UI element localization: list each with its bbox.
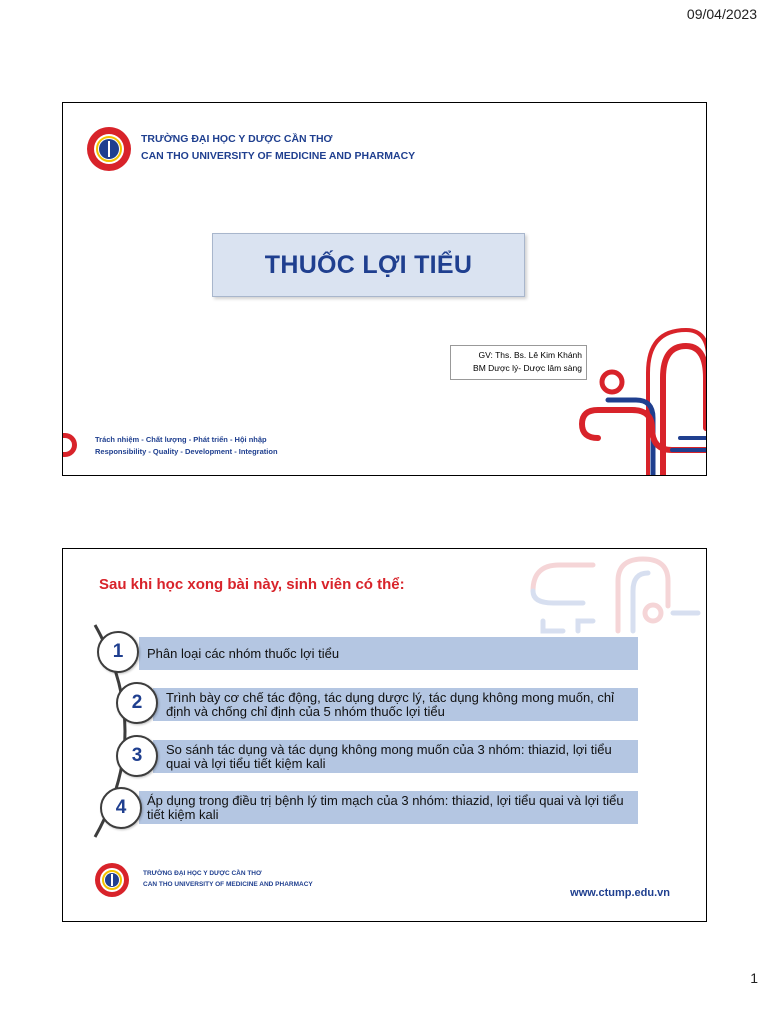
objective-number-4: 4 (100, 787, 142, 829)
author-box (450, 345, 587, 380)
objective-bar-4 (139, 791, 638, 824)
objectives-heading: Sau khi học xong bài này, sinh viên có thể: (99, 576, 405, 593)
objective-bar-1 (139, 637, 638, 670)
author-name: GV: Ths. Bs. Lê Kim Khánh (478, 350, 582, 360)
motto-mark-icon (62, 433, 77, 457)
motto-vn: Trách nhiệm - Chất lượng - Phát triển - Hội nhập (95, 435, 267, 444)
decorative-tubes-faded-graphic (523, 551, 703, 646)
slide-objectives (62, 548, 707, 922)
university-name-en: CAN THO UNIVERSITY OF MEDICINE AND PHARMACY (141, 150, 416, 162)
slide-title (62, 102, 707, 476)
university-name-vn: TRƯỜNG ĐẠI HỌC Y DƯỢC CẦN THƠ (141, 133, 333, 145)
objective-bar-3 (153, 740, 638, 773)
objective-number-3: 3 (116, 735, 158, 777)
objective-text-1: Phân loại các nhóm thuốc lợi tiểu (147, 645, 340, 661)
objective-number-2: 2 (116, 682, 158, 724)
university-logo-small-icon (95, 863, 129, 897)
footer-university-name-vn: TRƯỜNG ĐẠI HỌC Y DƯỢC CẦN THƠ (143, 870, 262, 877)
decorative-tubes-graphic (568, 318, 707, 476)
page-date: 09/04/2023 (686, 6, 757, 22)
title-box (212, 233, 525, 297)
objective-bar-2 (153, 688, 638, 721)
objective-text-2: Trình bày cơ chế tác động, tác dụng dược lý, tác dụng không mong muốn, chỉ định và chống chỉ định của 5 nhóm thuốc lợi tiểu (166, 689, 615, 719)
objective-text-3: So sánh tác dụng và tác dụng không mong muốn của 3 nhóm: thiazid, lợi tiểu quai và lợi tiểu tiết kiệm kali (166, 741, 612, 771)
university-logo-icon (87, 127, 131, 171)
slide-title-text: THUỐC LỢI TIỂU (264, 250, 473, 279)
objective-text-4: Áp dụng trong điều trị bệnh lý tim mạch của 3 nhóm: thiazid, lợi tiểu quai và lợi tiểu tiết kiệm kali (147, 792, 624, 822)
footer-university-name-en: CAN THO UNIVERSITY OF MEDICINE AND PHARMACY (143, 881, 313, 888)
motto-en: Responsibility - Quality - Development - Integration (95, 447, 278, 456)
website-link[interactable]: www.ctump.edu.vn (570, 887, 670, 899)
author-department: BM Dược lý- Dược lâm sàng (473, 363, 582, 373)
page-number: 1 (750, 970, 758, 986)
objective-number-1: 1 (97, 631, 139, 673)
